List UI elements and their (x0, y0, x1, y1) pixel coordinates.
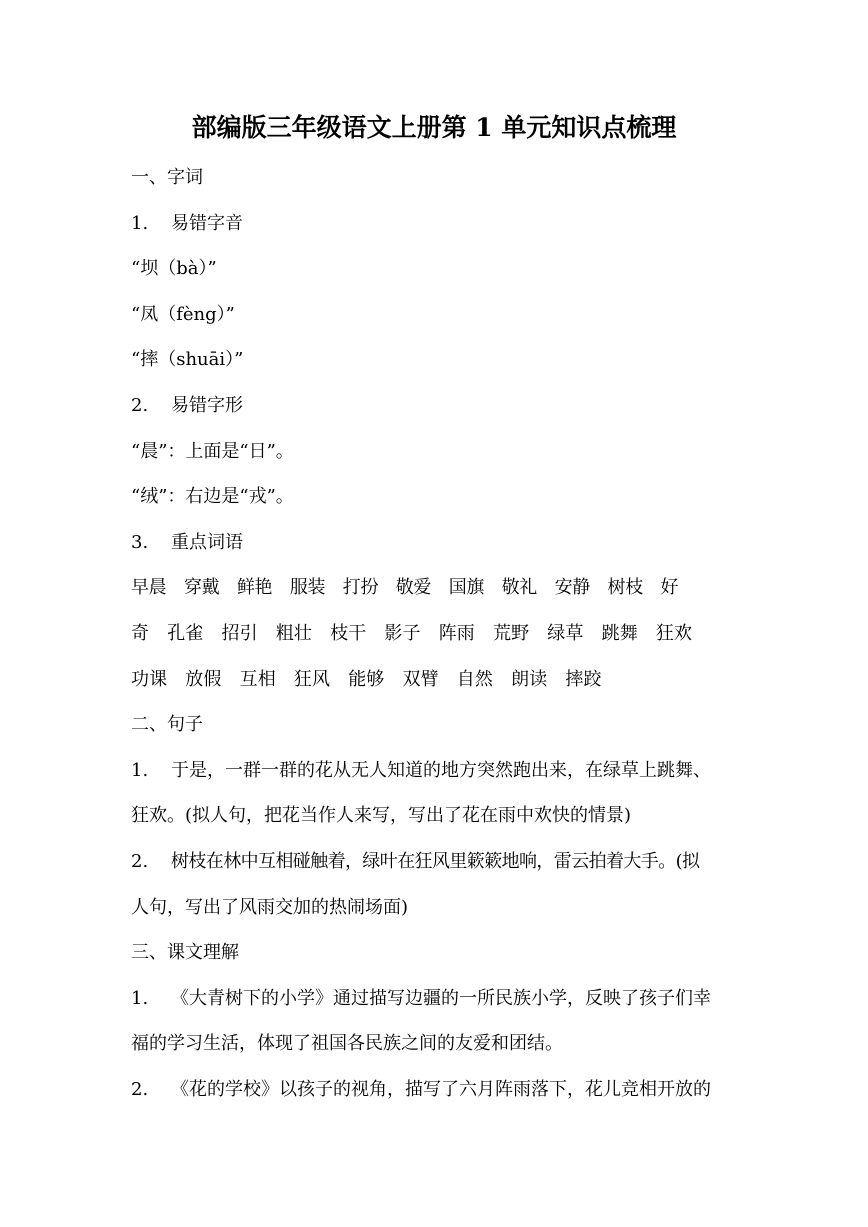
subheading-label: 易错字音 (171, 212, 243, 234)
sentence-item-2 (131, 839, 776, 885)
subheading-pronunciation (131, 201, 776, 247)
subheading-key-words (131, 520, 776, 566)
document-title: 部编版三年级语文上册第 1 单元知识点梳理 (191, 113, 677, 142)
key-words-line: 功课 放假 互相 狂风 能够 双臂 自然 朗读 摔跤 (131, 668, 602, 690)
subheading-label: 重点词语 (171, 531, 243, 553)
subheading-number: 2. (131, 394, 149, 416)
sentence-continuation: 人句，写出了风雨交加的热闹场面) (131, 896, 409, 918)
pronunciation-item: “摔（shuāi）” (131, 349, 244, 371)
document-body (131, 155, 776, 1112)
section-heading-sentences: 二、句子 (131, 714, 203, 736)
comprehension-continuation: 福的学习生活，体现了祖国各民族之间的友爱和团结。 (131, 1033, 563, 1055)
pronunciation-item: “凤（fèng）” (131, 303, 235, 325)
comprehension-item-2 (131, 1067, 776, 1113)
character-shape-item: “绒”：右边是“戎”。 (131, 486, 294, 508)
sentence-continuation: 狂欢。(拟人句，把花当作人来写，写出了花在雨中欢快的情景) (131, 805, 632, 827)
section-heading-comprehension: 三、课文理解 (131, 942, 239, 964)
sentence-text: 树枝在林中互相碰触着，绿叶在狂风里簌簌地响，雷云拍着大手。(拟 (171, 850, 700, 872)
item-number: 2. (131, 1078, 149, 1100)
pronunciation-item: “坝（bà）” (131, 258, 217, 280)
sentence-text: 于是，一群一群的花从无人知道的地方突然跑出来，在绿草上跳舞、 (171, 759, 711, 781)
key-words-line: 早晨 穿戴 鲜艳 服装 打扮 敬爱 国旗 敬礼 安静 树枝 好 (131, 577, 679, 599)
comprehension-text: 《大青树下的小学》通过描写边疆的一所民族小学，反映了孩子们幸 (171, 987, 711, 1009)
section-heading-words: 一、字词 (131, 167, 203, 188)
character-shape-item: “晨”：上面是“日”。 (131, 440, 294, 462)
item-number: 1. (131, 987, 149, 1009)
subheading-label: 易错字形 (171, 394, 243, 416)
subheading-character-shape (131, 383, 776, 429)
key-words-line: 奇 孔雀 招引 粗壮 枝干 影子 阵雨 荒野 绿草 跳舞 狂欢 (131, 622, 693, 644)
subheading-number: 3. (131, 531, 149, 553)
comprehension-item-1 (131, 976, 776, 1022)
item-number: 1. (131, 759, 149, 781)
item-number: 2. (131, 850, 149, 872)
comprehension-text: 《花的学校》以孩子的视角，描写了六月阵雨落下，花儿竞相开放的 (171, 1078, 711, 1100)
sentence-item-1 (131, 748, 776, 794)
subheading-number: 1. (131, 212, 149, 234)
